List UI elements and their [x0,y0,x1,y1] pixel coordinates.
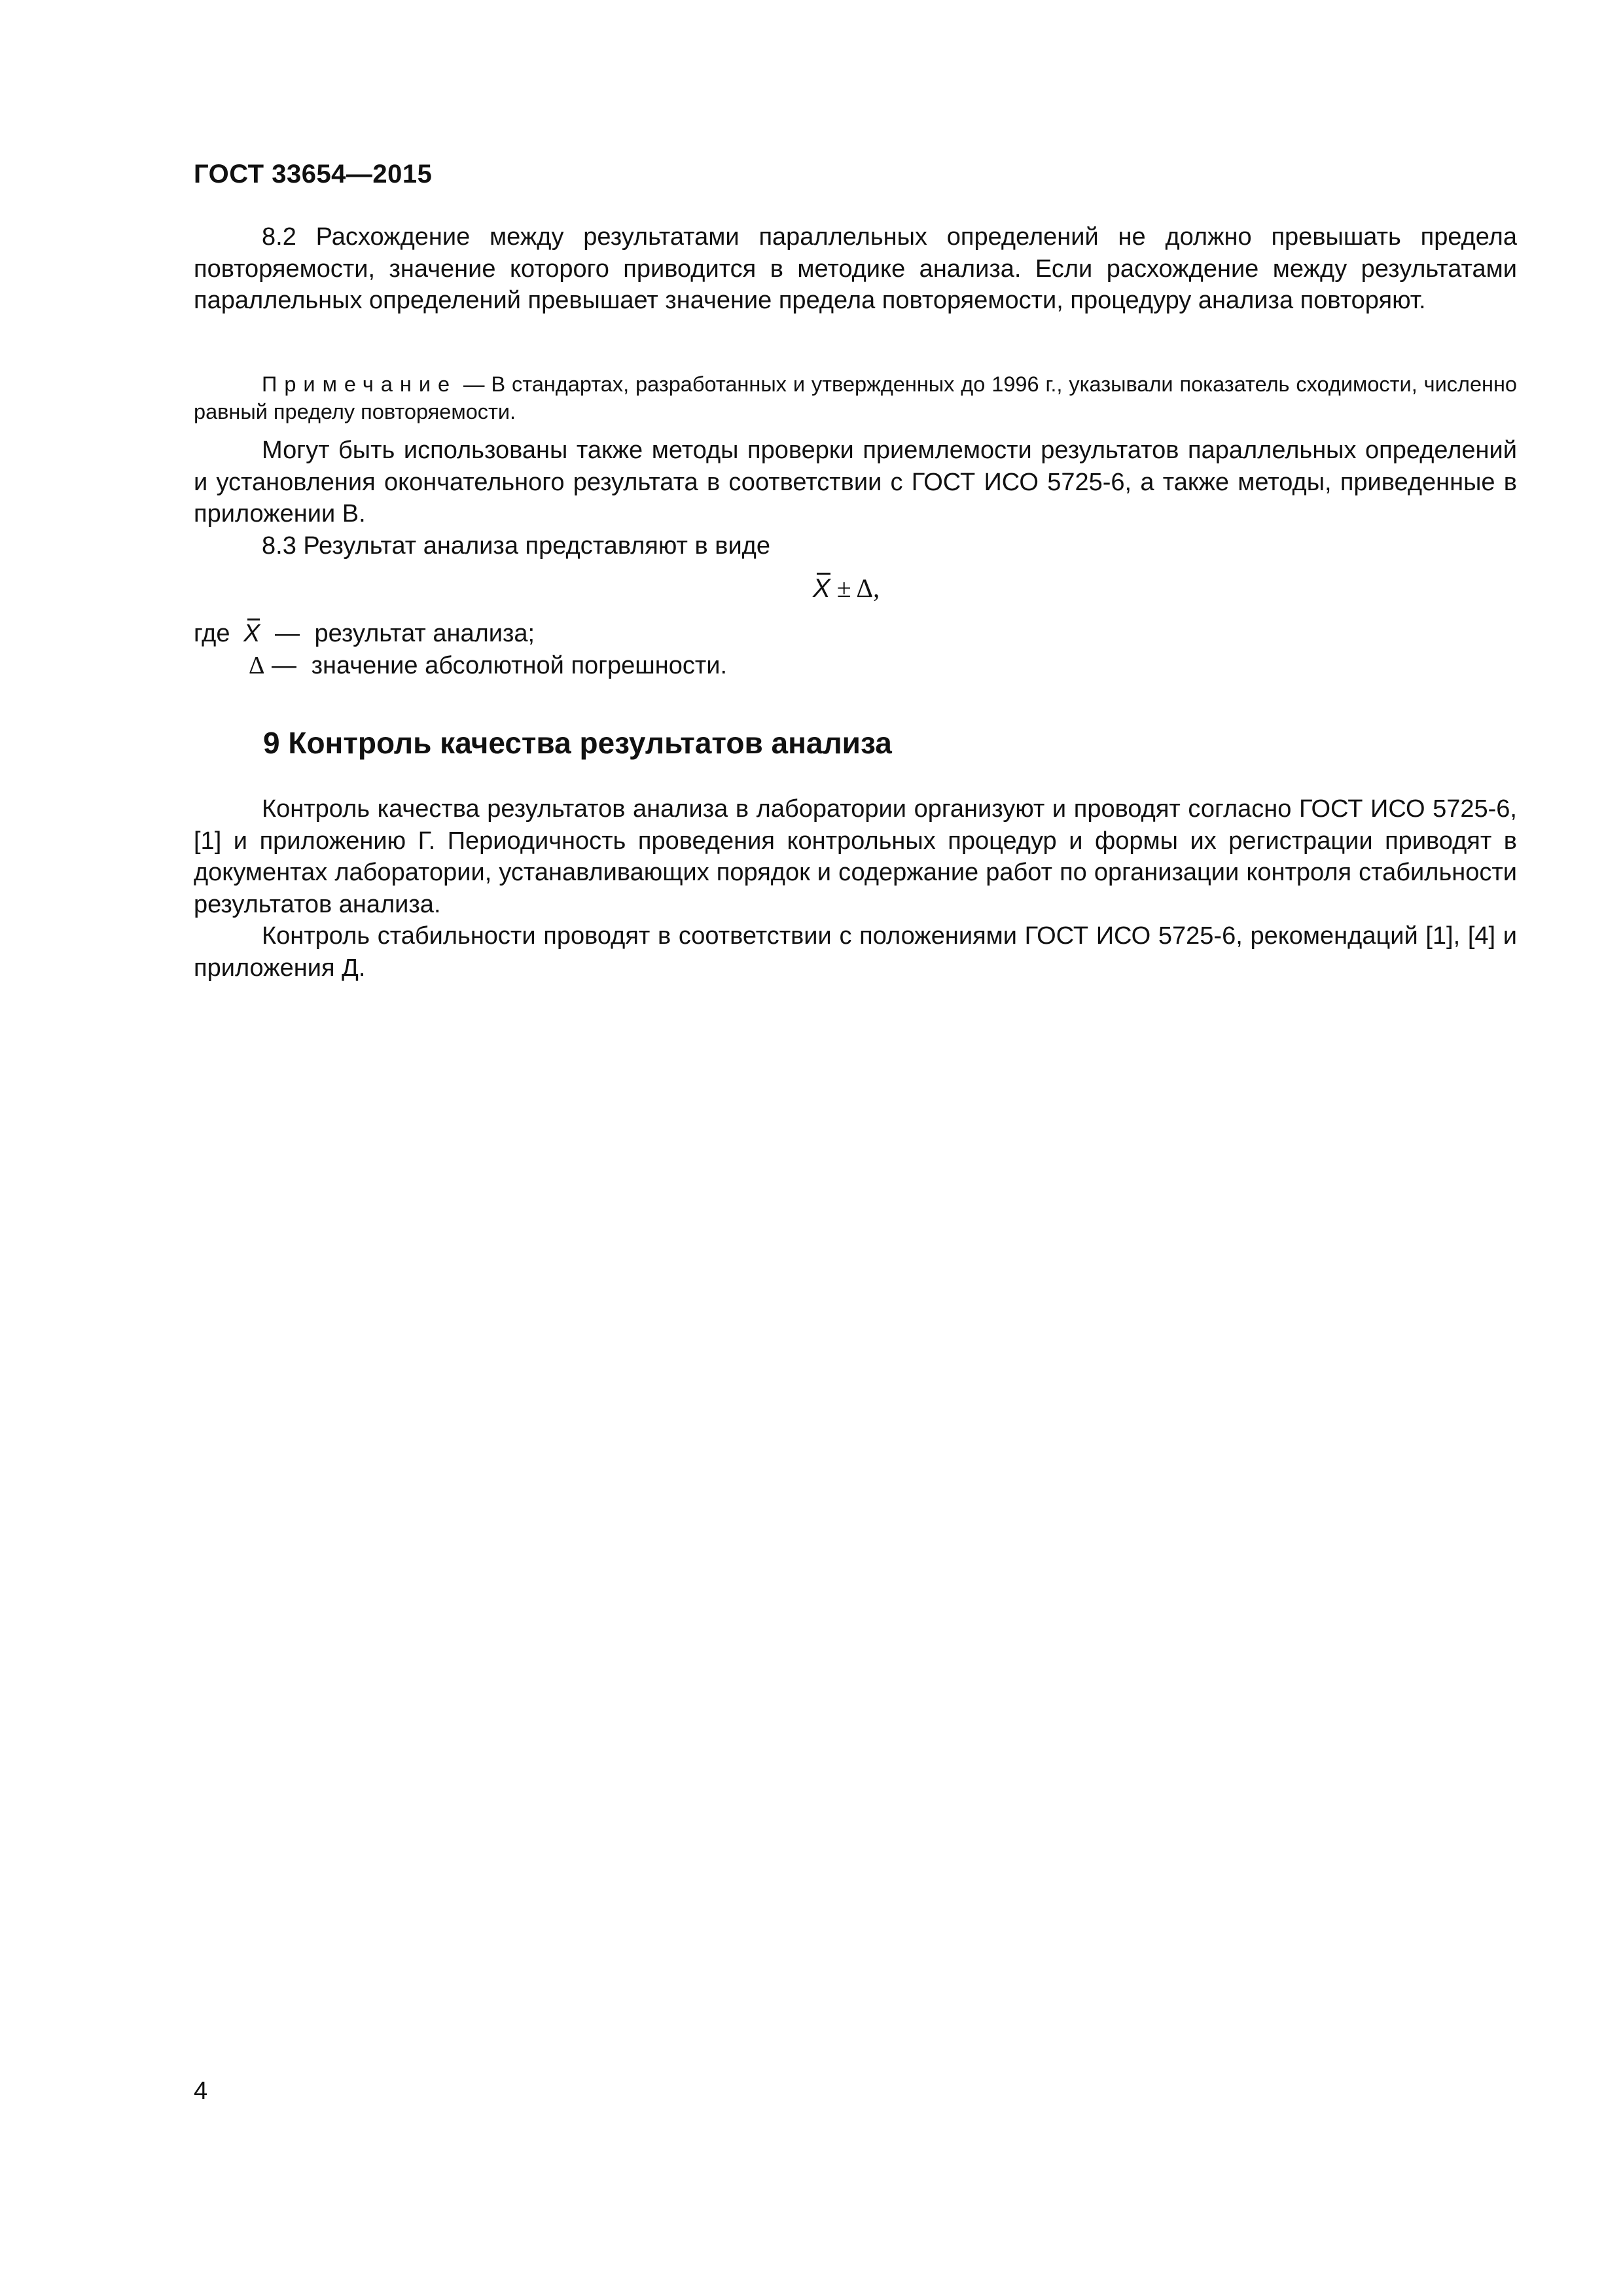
section-9-title: 9 Контроль качества результатов анализа [263,726,892,760]
section-9-paragraph-2: Контроль стабильности проводят в соответствии с положениями ГОСТ ИСО 5725-6, рекомендаций [1], [4] и приложения Д. [194,922,1517,982]
x-letter: X [243,620,260,647]
plus-minus-delta: ± Δ, [830,573,880,603]
note-dash: — [457,372,491,396]
page-number: 4 [194,2077,208,2105]
note-label: Примечание [262,372,457,396]
where-x-bar-symbol [243,618,260,649]
paragraph-8-3: 8.3 Результат анализа представляют в виде [262,531,770,560]
where-row-delta [249,650,727,681]
where-dash-delta: — [272,652,296,679]
x-letter: X [813,574,830,603]
x-bar-symbol [813,572,830,605]
note-text: В стандартах, разработанных и утвержденных до 1996 г., указывали показатель сходимости, численно равный пределу повторяемости. [194,372,1517,423]
note-paragraph [194,370,1517,425]
paragraph-methods: Могут быть использованы также методы проверки приемлемости результатов параллельных определений и установления окончательного результата в соответствии с ГОСТ ИСО 5725-6, а также методы, приведенные в приложении В. [194,437,1517,528]
paragraph-8-2-block [194,221,1517,317]
where-x-description: результат анализа; [314,620,535,647]
where-prefix: где [194,620,230,647]
where-delta-symbol: Δ [249,652,265,679]
where-row-x [194,618,535,649]
overline [817,573,830,575]
section-9-paragraph-1: Контроль качества результатов анализа в лаборатории организуют и проводят согласно ГОСТ ИСО 5725-6, [1] и приложению Г. Периодичность проведения контрольных процедур и формы их регистрации приводят в документах лаборатории, устанавливающих порядок и содержание работ по организации контроля стабильности результатов анализа. [194,795,1517,918]
result-formula [813,572,880,605]
methods-block [194,435,1517,562]
paragraph-8-2: 8.2 Расхождение между результатами параллельных определений не должно превышать предела повторяемости, значение которого приводится в методике анализа. Если расхождение между результатами параллельных определений превышает значение предела повторяемости, процедуру анализа повторяют. [194,223,1517,314]
document-code-header: ГОСТ 33654—2015 [194,160,433,188]
overline [247,619,260,620]
where-dash-x: — [274,620,300,647]
section-9-body [194,793,1517,984]
where-delta-description: значение абсолютной погрешности. [311,652,728,679]
